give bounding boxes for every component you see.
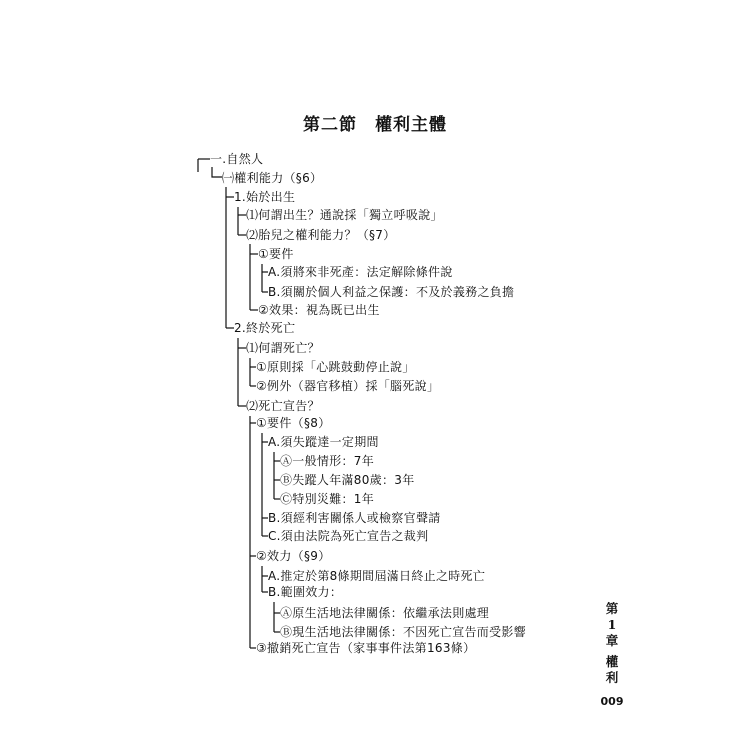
tree-item-9: ②效果：視為既已出生 — [258, 303, 380, 317]
chapter-char: 1 — [607, 617, 617, 632]
tree-item-1: 一.自然人 — [210, 152, 264, 166]
tree-item-22: ②效力（§9） — [256, 549, 331, 563]
tree-item-8: B.須關於個人利益之保護：不及於義務之負擔 — [268, 285, 515, 299]
chapter-char: 第 — [605, 601, 619, 616]
tree-item-3: 1.始於出生 — [234, 190, 296, 204]
chapter-label — [598, 601, 626, 649]
tree-item-23: A.推定於第8條期間屆滿日終止之時死亡 — [268, 569, 486, 583]
tree-item-16: A.須失蹤達一定期間 — [268, 435, 379, 449]
tree-item-12: ①原則採「心跳鼓動停止說」 — [256, 360, 415, 374]
topic-char: 利 — [605, 670, 619, 685]
tree-item-24: B.範圍效力： — [268, 585, 343, 599]
tree-item-10: 2.終於死亡 — [234, 321, 296, 335]
tree-item-25: Ⓐ原生活地法律關係：依繼承法則處理 — [280, 606, 490, 620]
page-number: 009 — [600, 695, 624, 708]
section-title: 第二節 權利主體 — [303, 115, 447, 135]
tree-item-20: B.須經利害關係人或檢察官聲請 — [268, 511, 441, 525]
tree-item-18: Ⓑ失蹤人年滿80歲：3年 — [280, 473, 415, 487]
tree-item-27: ③撤銷死亡宣告（家事事件法第163條） — [256, 641, 476, 655]
topic-char: 權 — [605, 654, 619, 669]
tree-item-21: C.須由法院為死亡宣告之裁判 — [268, 529, 429, 543]
tree-item-5: ⑵胎兒之權利能力？（§7） — [246, 228, 396, 242]
tree-item-2: ㈠權利能力（§6） — [222, 171, 323, 185]
tree-item-11: ⑴何謂死亡？ — [246, 341, 320, 355]
chapter-topic — [598, 654, 626, 686]
tree-item-6: ①要件 — [258, 247, 294, 261]
chapter-char: 章 — [605, 633, 619, 648]
tree-item-4: ⑴何謂出生？通說採「獨立呼吸說」 — [246, 208, 443, 222]
tree-item-26: Ⓑ現生活地法律關係：不因死亡宣告而受影響 — [280, 625, 527, 639]
tree-item-19: Ⓒ特別災難：1年 — [280, 492, 375, 506]
tree-item-17: Ⓐ一般情形：7年 — [280, 454, 375, 468]
tree-item-7: A.須將來非死產：法定解除條件說 — [268, 265, 453, 279]
tree-item-13: ②例外（器官移植）採「腦死說」 — [256, 379, 440, 393]
tree-item-14: ⑵死亡宣告？ — [246, 399, 320, 413]
tree-item-15: ①要件（§8） — [256, 416, 331, 430]
